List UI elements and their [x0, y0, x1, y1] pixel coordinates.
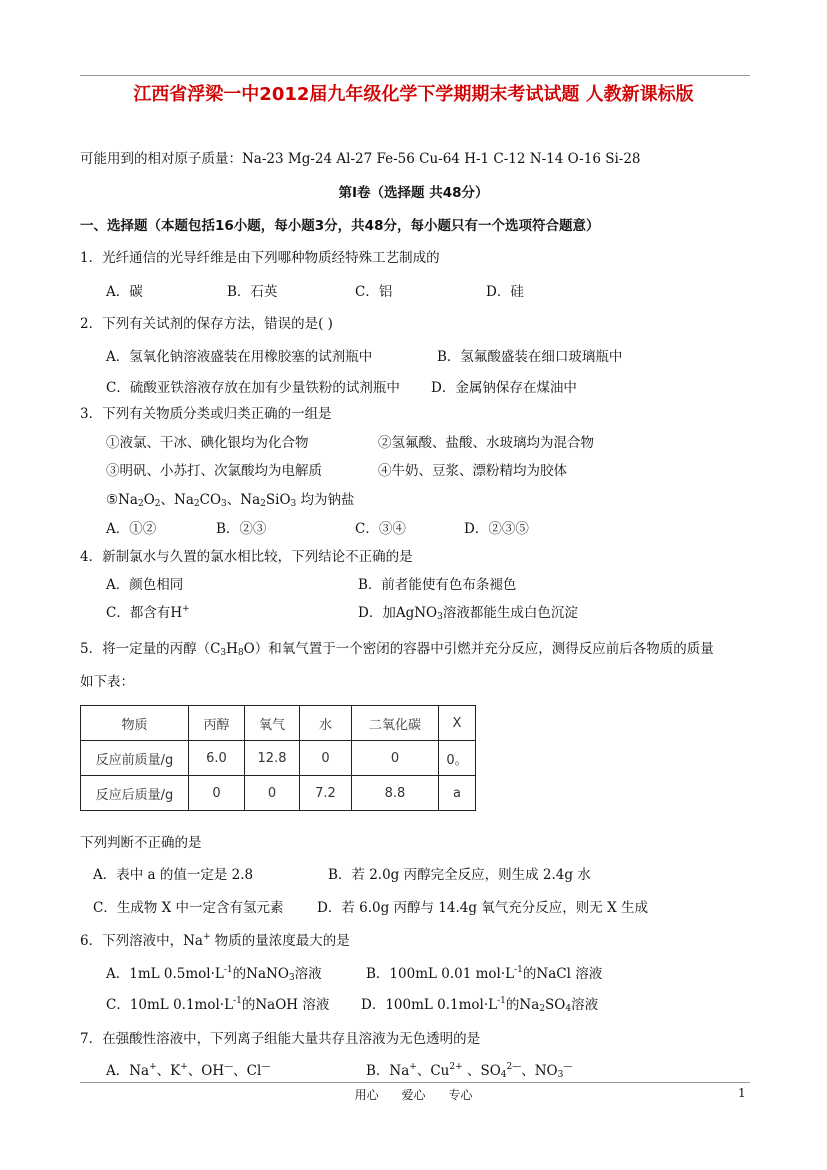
- question-6-option-c: C．10mL $0.1mol\cdot L^{-1}$的NaOH 溶液: [106, 996, 330, 1013]
- question-3-statement-5: $⑤Na_2O_2$、$Na_2CO_3$、$Na_2SiO_3$ 均为钠盐: [106, 492, 355, 509]
- question-4-option-a: A．颜色相同: [106, 577, 184, 593]
- table-cell: 0: [300, 741, 352, 776]
- table-header-cell: 物质: [81, 706, 189, 741]
- question-2-option-c: C．硫酸亚铁溶液存放在加有少量铁粉的试剂瓶中: [106, 380, 400, 396]
- question-7-stem: 7．在强酸性溶液中，下列离子组能大量共存且溶液为无色透明的是: [80, 1031, 481, 1047]
- section-heading: 一、选择题（本题包括16小题，每小题3分，共48分，每小题只有一个选项符合题意）: [80, 218, 600, 234]
- question-3-option-a: A．①②: [106, 521, 157, 537]
- question-5-option-a: A．表中 a 的值一定是 2.8: [93, 867, 254, 883]
- atomic-masses: 可能用到的相对原子质量：Na-23 Mg-24 Al-27 Fe-56 Cu-64 H-1 C-12 N-14 O-16 Si-28: [80, 151, 641, 167]
- table-cell: 8.8: [352, 776, 439, 811]
- question-7-option-a: A．Na+、K+、OH—、Cl—: [106, 1062, 271, 1079]
- table-cell: 0: [352, 741, 439, 776]
- table-cell: 7.2: [300, 776, 352, 811]
- question-6-option-a: A．1mL $0.5mol\cdot L^{-1}$的NaNO$_3$溶液: [106, 965, 322, 983]
- question-5-stem: 5．将一定量的丙醇$(C_3H_8O)$和氧气置于一个密闭的容器中引燃并充分反应，测得反应前后各物质的质量: [80, 641, 714, 658]
- table-header-cell: 氧气: [245, 706, 300, 741]
- question-4-option-b: B．前者能使有色布条褪色: [358, 577, 517, 593]
- question-5-stem-line-2: 如下表：: [80, 674, 134, 690]
- question-6-option-d: D．100mL $0.1mol\cdot L^{-1}$的$Na_2SO_4$溶液: [361, 996, 599, 1014]
- question-3-option-c: C．③④: [355, 521, 406, 537]
- table-cell: 0: [245, 776, 300, 811]
- question-1-stem: 1．光纤通信的光导纤维是由下列哪种物质经特殊工艺制成的: [80, 250, 440, 266]
- table-row: [81, 741, 476, 776]
- table-cell: 反应前质量/g: [81, 741, 189, 776]
- mass-table: [80, 705, 476, 811]
- table-row: [81, 776, 476, 811]
- question-3-statement-2: ②氢氟酸、盐酸、水玻璃均为混合物: [378, 435, 594, 451]
- question-2-option-d: D．金属钠保存在煤油中: [431, 380, 577, 396]
- question-6-option-b: B．100mL 0.01 $mol\cdot L^{-1}$的NaCl 溶液: [366, 965, 603, 982]
- question-3-option-d: D．②③⑤: [464, 521, 529, 537]
- question-5-option-d: D．若 6.0g 丙醇与 14.4g 氧气充分反应，则无 X 生成: [317, 900, 648, 916]
- table-cell: a: [439, 776, 476, 811]
- question-3-statement-1: ①液氯、干冰、碘化银均为化合物: [106, 435, 309, 451]
- question-6-stem: 6．下列溶液中，Na+ 物质的量浓度最大的是: [80, 932, 350, 949]
- question-2-option-a: A．氢氧化钠溶液盛装在用橡胶塞的试剂瓶中: [106, 349, 373, 365]
- question-7-option-b: B．Na+、$Cu^{2+}$ 、$SO_4^{2—}$、$NO_3^—$: [366, 1062, 573, 1080]
- page-number: 1: [738, 1086, 746, 1100]
- table-cell: 12.8: [245, 741, 300, 776]
- table-cell: 0。: [439, 741, 476, 776]
- table-cell: 6.0: [189, 741, 245, 776]
- part-heading: 第Ⅰ卷（选择题 共48分）: [338, 185, 489, 201]
- table-cell: 反应后质量/g: [81, 776, 189, 811]
- table-header-cell: 二氧化碳: [352, 706, 439, 741]
- question-2-stem: 2．下列有关试剂的保存方法，错误的是( ): [80, 316, 333, 332]
- question-5-option-b: B．若 2.0g 丙醇完全反应，则生成 2.4g 水: [328, 867, 591, 883]
- question-2-option-b: B．氢氟酸盛装在细口玻璃瓶中: [437, 349, 623, 365]
- question-3-stem: 3．下列有关物质分类或归类正确的一组是: [80, 406, 332, 422]
- question-1-option-a: A．碳: [106, 284, 143, 300]
- page-title: 江西省浮梁一中2012届九年级化学下学期期末考试试题 人教新课标版: [133, 84, 694, 105]
- question-5-prompt: 下列判断不正确的是: [80, 835, 202, 851]
- question-4-stem: 4．新制氯水与久置的氯水相比较，下列结论不正确的是: [80, 549, 413, 565]
- top-rule: [80, 75, 750, 76]
- question-4-option-c: C．都含有H+: [106, 604, 190, 621]
- question-1-option-d: D．硅: [486, 284, 524, 300]
- table-header-row: [81, 706, 476, 741]
- question-3-statement-4: ④牛奶、豆浆、漂粉精均为胶体: [378, 463, 567, 479]
- page-footer: 用心 爱心 专心: [354, 1088, 473, 1102]
- table-header-cell: 水: [300, 706, 352, 741]
- table-header-cell: 丙醇: [189, 706, 245, 741]
- question-1-option-b: B．石英: [227, 284, 278, 300]
- table-cell: 0: [189, 776, 245, 811]
- question-3-option-b: B．②③: [216, 521, 267, 537]
- question-5-option-c: C．生成物 X 中一定含有氢元素: [93, 900, 284, 916]
- question-1-option-c: C．铝: [355, 284, 393, 300]
- table-header-cell: X: [439, 706, 476, 741]
- bottom-rule: [80, 1082, 750, 1083]
- question-4-option-d: D．加AgNO$_3$溶液都能生成白色沉淀: [358, 605, 578, 622]
- question-3-statement-3: ③明矾、小苏打、次氯酸均为电解质: [106, 463, 322, 479]
